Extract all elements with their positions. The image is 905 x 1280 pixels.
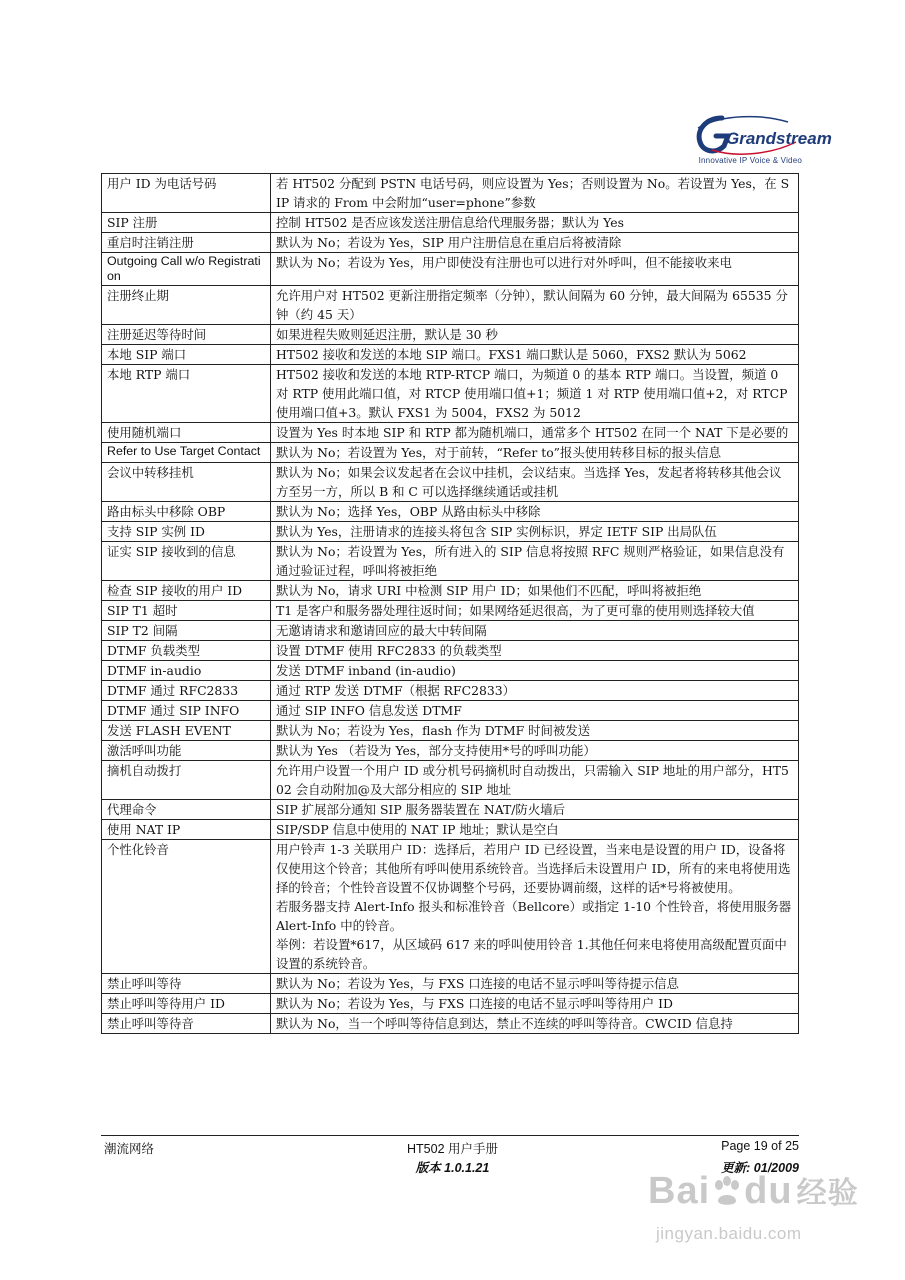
setting-description — [271, 502, 799, 522]
setting-description — [271, 423, 799, 443]
description-paragraph: 默认为 Yes （若设为 Yes，部分支持使用*号的呼叫功能） — [276, 743, 596, 758]
setting-name: 禁止呼叫等待 — [102, 974, 271, 994]
description-paragraph: SIP/SDP 信息中使用的 NAT IP 地址；默认是空白 — [276, 822, 559, 837]
table-row — [102, 994, 799, 1014]
setting-name: 个性化铃音 — [102, 840, 271, 974]
setting-description — [271, 542, 799, 581]
description-paragraph: 默认为 No；若设置为 Yes，所有进入的 SIP 信息将按照 RFC 规则严格验证，如果信息没有通过验证过程，呼叫将被拒绝 — [276, 544, 785, 578]
setting-name: 用户 ID 为电话号码 — [102, 174, 271, 213]
description-paragraph: 如果进程失败则延迟注册，默认是 30 秒 — [276, 327, 498, 342]
description-paragraph: 允许用户对 HT502 更新注册指定频率（分钟），默认间隔为 60 分钟，最大间隔为 65535 分钟（约 45 天） — [276, 288, 788, 322]
watermark-brand-bai: Bai — [648, 1170, 711, 1212]
table-row — [102, 443, 799, 463]
description-paragraph: 若 HT502 分配到 PSTN 电话号码，则应设置为 Yes；否则设置为 No。若设置为 Yes，在 SIP 请求的 From 中会附加“user=phone”参数 — [276, 176, 790, 210]
setting-description — [271, 463, 799, 502]
table-row — [102, 581, 799, 601]
setting-description — [271, 994, 799, 1014]
setting-description — [271, 761, 799, 800]
description-paragraph: 默认为 Yes，注册请求的连接头将包含 SIP 实例标识，界定 IETF SIP 出局队伍 — [276, 524, 717, 539]
setting-description — [271, 581, 799, 601]
footer-manual-title: HT502 用户手册 — [407, 1142, 498, 1156]
table-row — [102, 721, 799, 741]
footer-version: 版本 1.0.1.21 — [415, 1161, 490, 1175]
watermark-jingyan: 经验 — [796, 1177, 859, 1210]
description-paragraph: 举例：若设置*617，从区域码 617 来的呼叫使用铃音 1.其他任何来电将使用高级配置页面中设置的系统铃音。 — [276, 937, 787, 971]
setting-name: 代理命令 — [102, 800, 271, 820]
table-row — [102, 800, 799, 820]
setting-name: Refer to Use Target Contact — [102, 443, 271, 463]
description-paragraph: 允许用户设置一个用户 ID 或分机号码摘机时自动拨出，只需输入 SIP 地址的用户部分，HT502 会自动附加@及大部分相应的 SIP 地址 — [276, 763, 789, 797]
setting-name: 本地 SIP 端口 — [102, 345, 271, 365]
footer-company: 潮流网络 — [104, 1141, 155, 1156]
setting-name: 证实 SIP 接收到的信息 — [102, 542, 271, 581]
setting-description — [271, 621, 799, 641]
table-row — [102, 820, 799, 840]
setting-description — [271, 741, 799, 761]
setting-description — [271, 365, 799, 423]
setting-name: 激活呼叫功能 — [102, 741, 271, 761]
setting-name: 禁止呼叫等待音 — [102, 1014, 271, 1034]
description-paragraph: T1 是客户和服务器处理往返时间；如果网络延迟很高，为了更可靠的使用则选择较大值 — [276, 603, 755, 618]
description-paragraph: 若服务器支持 Alert-Info 报头和标准铃音（Bellcore）或指定 1-10 个性铃音，将使用服务器 Alert-Info 中的铃音。 — [276, 899, 792, 933]
description-paragraph: 发送 DTMF inband (in-audio) — [276, 663, 456, 678]
setting-name: DTMF 通过 RFC2833 — [102, 681, 271, 701]
description-paragraph: 默认为 No，请求 URI 中检测 SIP 用户 ID；如果他们不匹配，呼叫将被拒绝 — [276, 583, 702, 598]
footer-page-number: Page 19 of 25 — [721, 1139, 799, 1153]
description-paragraph: 默认为 No；若设为 Yes，用户即使没有注册也可以进行对外呼叫，但不能接收来电 — [276, 255, 732, 270]
description-paragraph: 默认为 No；若设为 Yes，flash 作为 DTMF 时间被发送 — [276, 723, 591, 738]
setting-name: 会议中转移挂机 — [102, 463, 271, 502]
setting-description — [271, 443, 799, 463]
table-row — [102, 253, 799, 286]
setting-name: DTMF 通过 SIP INFO — [102, 701, 271, 721]
table-row — [102, 365, 799, 423]
setting-description — [271, 974, 799, 994]
setting-description — [271, 213, 799, 233]
table-row — [102, 522, 799, 542]
setting-description — [271, 661, 799, 681]
description-paragraph: SIP 扩展部分通知 SIP 服务器装置在 NAT/防火墙后 — [276, 802, 565, 817]
table-row — [102, 345, 799, 365]
paw-icon — [710, 1175, 744, 1209]
grandstream-logo — [692, 112, 832, 168]
setting-name: Outgoing Call w/o Registration — [102, 253, 271, 286]
description-paragraph: 用户铃声 1-3 关联用户 ID：选择后，若用户 ID 已经设置，当来电是设置的用户 ID，设备将仅使用这个铃音；其他所有呼叫使用系统铃音。当选择后未设置用户 ID，所有的来电将使用选择的铃音；个性铃音设置不仅协调整个号码，还要协调前缀，这样的话*号将被使用。 — [276, 842, 791, 895]
setting-description — [271, 1014, 799, 1034]
description-paragraph: 默认为 No；若设置为 Yes，对于前转，“Refer to”报头使用转移目标的报头信息 — [276, 445, 722, 460]
setting-name: 路由标头中移除 OBP — [102, 502, 271, 522]
table-row — [102, 325, 799, 345]
logo-brand-text: Grandstream — [726, 129, 832, 148]
setting-name: 发送 FLASH EVENT — [102, 721, 271, 741]
setting-description — [271, 840, 799, 974]
footer-divider — [101, 1135, 799, 1136]
setting-description — [271, 345, 799, 365]
description-paragraph: 默认为 No，当一个呼叫等待信息到达，禁止不连续的呼叫等待音。CWCID 信息持 — [276, 1016, 733, 1031]
setting-description — [271, 800, 799, 820]
watermark-logo — [648, 1168, 859, 1213]
table-row — [102, 701, 799, 721]
setting-description — [271, 641, 799, 661]
description-paragraph: 通过 SIP INFO 信息发送 DTMF — [276, 703, 462, 718]
table-row — [102, 286, 799, 325]
description-paragraph: HT502 接收和发送的本地 RTP-RTCP 端口，为频道 0 的基本 RTP 端口。当设置，频道 0 对 RTP 使用此端口值，对 RTCP 使用端口值+1；频道 1 对 RTP 使用端口值+2，对 RTCP 使用端口值+3。默认 FXS1 为 5004，FXS2 为 5012 — [276, 367, 788, 420]
setting-name: 检查 SIP 接收的用户 ID — [102, 581, 271, 601]
description-paragraph: 默认为 No；如果会议发起者在会议中挂机，会议结束。当选择 Yes，发起者将转移其他会议方至另一方，所以 B 和 C 可以选择继续通话或挂机 — [276, 465, 782, 499]
watermark-brand-du: du — [744, 1170, 793, 1212]
description-paragraph: 默认为 No；若设为 Yes，SIP 用户注册信息在重启后将被清除 — [276, 235, 622, 250]
table-row — [102, 621, 799, 641]
description-paragraph: 设置为 Yes 时本地 SIP 和 RTP 都为随机端口，通常多个 HT502 在同一个 NAT 下是必要的 — [276, 425, 789, 440]
setting-name: SIP 注册 — [102, 213, 271, 233]
setting-name: 使用随机端口 — [102, 423, 271, 443]
table-row — [102, 601, 799, 621]
footer-updated: 更新: 01/2009 — [721, 1161, 799, 1175]
table-row — [102, 661, 799, 681]
table-row — [102, 502, 799, 522]
setting-name: 支持 SIP 实例 ID — [102, 522, 271, 542]
table-row — [102, 463, 799, 502]
setting-description — [271, 701, 799, 721]
description-paragraph: 默认为 No；若设为 Yes，与 FXS 口连接的电话不显示呼叫等待用户 ID — [276, 996, 673, 1011]
setting-name: DTMF 负载类型 — [102, 641, 271, 661]
table-row — [102, 213, 799, 233]
setting-name: 使用 NAT IP — [102, 820, 271, 840]
description-paragraph: 设置 DTMF 使用 RFC2833 的负载类型 — [276, 643, 502, 658]
setting-name: 禁止呼叫等待用户 ID — [102, 994, 271, 1014]
table-row — [102, 174, 799, 213]
setting-description — [271, 233, 799, 253]
setting-description — [271, 253, 799, 286]
grandstream-logo-mark — [692, 112, 832, 158]
description-paragraph: HT502 接收和发送的本地 SIP 端口。FXS1 端口默认是 5060，FXS2 默认为 5062 — [276, 347, 747, 362]
table-row — [102, 233, 799, 253]
setting-name: 重启时注销注册 — [102, 233, 271, 253]
setting-name: 注册终止期 — [102, 286, 271, 325]
setting-description — [271, 286, 799, 325]
setting-description — [271, 522, 799, 542]
table-row — [102, 974, 799, 994]
sip-settings-table — [101, 173, 799, 1034]
table-row — [102, 840, 799, 974]
logo-tagline: Innovative IP Voice & Video — [698, 156, 802, 165]
description-paragraph: 通过 RTP 发送 DTMF（根据 RFC2833） — [276, 683, 516, 698]
setting-description — [271, 174, 799, 213]
description-paragraph: 控制 HT502 是否应该发送注册信息给代理服务器；默认为 Yes — [276, 215, 624, 230]
setting-name: SIP T1 超时 — [102, 601, 271, 621]
table-row — [102, 641, 799, 661]
table-row — [102, 1014, 799, 1034]
setting-name: 注册延迟等待时间 — [102, 325, 271, 345]
setting-description — [271, 820, 799, 840]
setting-name: 摘机自动拨打 — [102, 761, 271, 800]
setting-description — [271, 681, 799, 701]
description-paragraph: 无邀请请求和邀请回应的最大中转间隔 — [276, 623, 487, 638]
watermark-url: jingyan.baidu.com — [656, 1224, 802, 1243]
setting-name: SIP T2 间隔 — [102, 621, 271, 641]
table-row — [102, 681, 799, 701]
setting-description — [271, 325, 799, 345]
table-row — [102, 761, 799, 800]
table-row — [102, 542, 799, 581]
setting-name: DTMF in-audio — [102, 661, 271, 681]
table-row — [102, 423, 799, 443]
setting-description — [271, 601, 799, 621]
setting-description — [271, 721, 799, 741]
description-paragraph: 默认为 No；选择 Yes，OBP 从路由标头中移除 — [276, 504, 541, 519]
table-row — [102, 741, 799, 761]
description-paragraph: 默认为 No；若设为 Yes，与 FXS 口连接的电话不显示呼叫等待提示信息 — [276, 976, 679, 991]
setting-name: 本地 RTP 端口 — [102, 365, 271, 423]
baidu-jingyan-watermark — [648, 1168, 898, 1263]
